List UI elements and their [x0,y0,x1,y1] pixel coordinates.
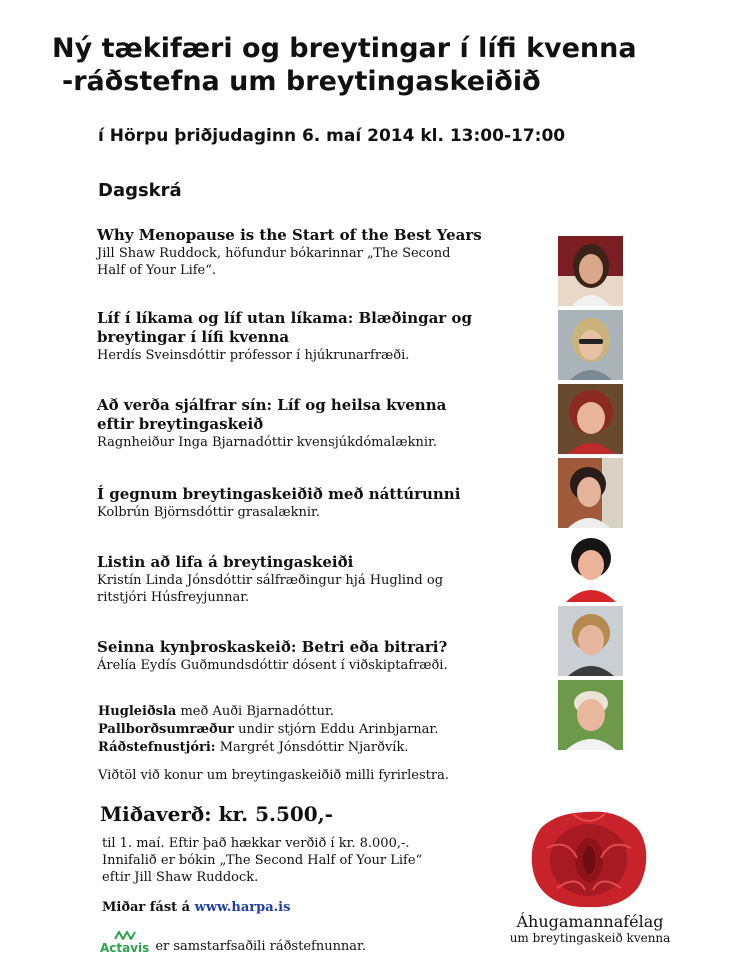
agenda-item [97,638,517,674]
price-note [102,835,462,886]
harpa-link[interactable]: www.harpa.is [194,900,291,915]
organizer-title: Áhugamannafélag [516,912,664,931]
chair-text: Margrét Jónsdóttir Njarðvík. [215,740,409,755]
panel-text: undir stjórn Eddu Arinbjarnar. [234,722,439,737]
speaker-photo [558,458,623,528]
interviews-note: Viðtöl við konur um breytingaskeiðið milli fyrirlestra. [98,768,449,783]
talk-title: Í gegnum breytingaskeiðið með náttúrunni [97,485,461,503]
price-note-line: til 1. maí. Eftir það hækkar verðið í kr. 8.000,-. [102,836,410,851]
speaker-photo [558,680,623,750]
talk-title: Að verða sjálfrar sín: Líf og heilsa kvenna eftir breytingaskeið [97,396,447,433]
talk-title: Why Menopause is the Start of the Best Years [97,226,482,244]
talk-speaker: Kristín Linda Jónsdóttir sálfræðingur hjá Huglind og ritstjóri Húsfreyjunnar. [97,573,444,605]
event-date: í Hörpu þriðjudaginn 6. maí 2014 kl. 13:00-17:00 [98,126,566,146]
meditation-text: með Auði Bjarnadóttur. [176,704,334,719]
organizer-name [500,912,680,945]
tickets-line [102,900,290,915]
talk-speaker: Árelía Eydís Guðmundsdóttir dósent í viðskiptafræði. [97,658,448,673]
sponsor-text: er samstarfsaðili ráðstefnunnar. [155,939,366,954]
talk-speaker: Jill Shaw Ruddock, höfundur bókarinnar „The Second Half of Your Life“. [97,246,451,278]
agenda-item [97,309,517,364]
chair-label: Ráðstefnustjóri: [98,740,216,755]
panel-label: Pallborðsumræður [98,722,235,737]
talk-title: Líf í líkama og líf utan líkama: Blæðingar og breytingar í lífi kvenna [97,309,472,346]
chair-line [98,739,438,757]
agenda-item [97,485,517,521]
speaker-photo [558,310,623,380]
extras-block [98,703,438,757]
speaker-photo [558,606,623,676]
agenda-item [97,226,517,279]
talk-speaker: Herdís Sveinsdóttir prófessor í hjúkrunarfræði. [97,348,410,363]
price-heading: Miðaverð: kr. 5.500,- [100,802,333,826]
meditation-label: Hugleiðsla [98,704,177,719]
actavis-brand: Actavis [100,941,150,955]
organizer-subtitle: um breytingaskeið kvenna [509,931,671,945]
talk-speaker: Kolbrún Björnsdóttir grasalæknir. [97,505,320,520]
panel-line [98,721,438,739]
tickets-label: Miðar fást á [102,900,195,915]
price-note-line: Innifalið er bókin „The Second Half of Your Life“ [102,853,423,868]
speaker-photo [558,384,623,454]
talk-speaker: Ragnheiður Inga Bjarnadóttir kvensjúkdómalæknir. [97,435,437,450]
page-title [52,32,637,98]
meditation-line [98,703,438,721]
sponsor-line [100,930,366,954]
flower-icon [527,808,651,910]
price-note-line: eftir Jill Shaw Ruddock. [102,870,259,885]
speaker-photo [558,236,623,306]
speaker-photo [558,532,623,602]
agenda-item [97,553,517,606]
title-line-2: -ráðstefna um breytingaskeiðið [62,66,541,97]
actavis-logo [100,930,149,954]
talk-title: Seinna kynþroskaskeið: Betri eða bitrari? [97,638,448,656]
agenda-item [97,396,517,451]
actavis-icon [114,931,136,940]
organizer-logo [527,808,651,910]
title-line-1: Ný tækifæri og breytingar í lífi kvenna [52,33,637,64]
agenda-heading: Dagskrá [98,180,182,201]
talk-title: Listin að lifa á breytingaskeiði [97,553,354,571]
